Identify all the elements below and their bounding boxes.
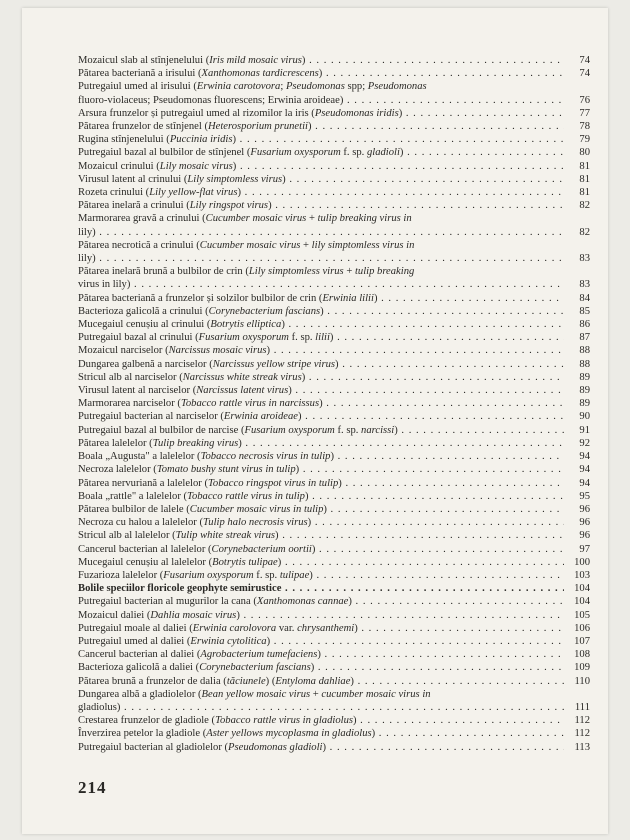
toc-entry bbox=[78, 186, 590, 199]
toc-page-ref: 78 bbox=[579, 121, 590, 133]
toc-page-ref: 81 bbox=[579, 160, 590, 172]
toc-page-ref: 91 bbox=[579, 424, 590, 436]
toc-entry bbox=[78, 80, 590, 106]
toc-entry bbox=[78, 331, 590, 344]
toc-entry bbox=[78, 569, 590, 582]
toc-entry-title: Mozaicul narciselor (Narcissus mosaic virus) . . . bbox=[78, 344, 564, 357]
toc-entry-title: Dungarea galbenă a narciselor (Narcissus yellow stripe virus) . . . bbox=[78, 358, 564, 371]
toc-page-ref: 74 bbox=[579, 68, 590, 80]
toc-entry-title: Fuzarioza lalelelor (Fusarium oxysporum f. sp. tulipae) . . . bbox=[78, 569, 564, 582]
toc-page-ref: 108 bbox=[574, 649, 590, 661]
toc-entry bbox=[78, 305, 590, 318]
toc-entry-title: Necroza cu halou a lalelelor (Tulip halo necrosis virus) . . . bbox=[78, 516, 564, 529]
toc-entry-title: Pătarea lalelelor (Tulip breaking virus) . . . bbox=[78, 437, 564, 450]
toc-page-ref: 80 bbox=[579, 147, 590, 159]
toc-entry bbox=[78, 675, 590, 688]
toc-page-ref: 88 bbox=[579, 358, 590, 370]
toc-entry-title: Virusul latent al crinului (Lily simptomless virus) . . . bbox=[78, 173, 564, 186]
toc-entry bbox=[78, 582, 590, 595]
toc-page-ref: 107 bbox=[574, 635, 590, 647]
toc-entry bbox=[78, 199, 590, 212]
toc-page-ref: 113 bbox=[574, 741, 590, 753]
toc-page-ref: 90 bbox=[579, 411, 590, 423]
section-heading: Bolile speciilor floricole geophyte semirustice . . . bbox=[78, 582, 564, 595]
toc-page-ref: 92 bbox=[579, 437, 590, 449]
toc-entry-title: Putregaiul bacterian al narciselor (Erwinia aroideae) . . . bbox=[78, 410, 564, 423]
toc-entry-title: Mucegaiul cenușiu al lalelelor (Botrytis tulipae) . . . bbox=[78, 556, 564, 569]
toc-entry-title: Putregaiul umed al daliei (Erwinia cytolitica) . . . bbox=[78, 635, 564, 648]
toc-entry-title: Marmorarea gravă a crinului (Cucumber mosaic virus + tulip breaking virus in bbox=[78, 213, 412, 225]
toc-page-ref: 94 bbox=[579, 477, 590, 489]
toc-entry-title: Pătarea nervuriană a lalelelor (Tobacco ringspot virus in tulip) . . . bbox=[78, 477, 564, 490]
toc-entry-title: Mozaicul slab al stînjenelului (Iris mild mosaic virus) . . . bbox=[78, 54, 564, 67]
toc-entry bbox=[78, 397, 590, 410]
toc-entry bbox=[78, 635, 590, 648]
toc-page-ref: 77 bbox=[579, 107, 590, 119]
toc-entry bbox=[78, 516, 590, 529]
toc-page-ref: 109 bbox=[574, 662, 590, 674]
toc-entry bbox=[78, 477, 590, 490]
toc-entry-title: Stricul alb al narciselor (Narcissus white streak virus) . . . bbox=[78, 371, 564, 384]
toc-entry-title: Virusul latent al narciselor (Narcissus latent virus) . . . bbox=[78, 384, 564, 397]
toc-entry-title: Stricul alb al lalelelor (Tulip white streak virus) . . . bbox=[78, 529, 564, 542]
toc-entry bbox=[78, 648, 590, 661]
toc-entry bbox=[78, 146, 590, 159]
toc-entry-title: Rozeta crinului (Lily yellow-flat virus) . . . bbox=[78, 186, 564, 199]
toc-entry-title: Cancerul bacterian al lalelelor (Corynebacterium oortii) . . . bbox=[78, 543, 564, 556]
toc-entry bbox=[78, 463, 590, 476]
toc-entry bbox=[78, 371, 590, 384]
toc-entry bbox=[78, 437, 590, 450]
toc-entry bbox=[78, 54, 590, 67]
toc-entry-title: Necroza lalelelor (Tomato bushy stunt virus in tulip) . . . bbox=[78, 463, 564, 476]
toc-page-ref: 74 bbox=[579, 55, 590, 66]
toc-entry-title: Putregaiul bazal al bulbilor de stînjenel (Fusarium oxysporum f. sp. gladioli) . . . bbox=[78, 146, 564, 159]
toc-entry-title: Pătarea bacteriană a irisului (Xanthomonas tardicrescens) . . . bbox=[78, 67, 564, 80]
toc-page-ref: 106 bbox=[574, 622, 590, 634]
toc-entry bbox=[78, 741, 590, 754]
toc-entry-continuation: lily) . . . bbox=[78, 252, 564, 265]
toc-entry bbox=[78, 727, 590, 740]
toc-page-ref: 82 bbox=[579, 200, 590, 212]
toc-entry bbox=[78, 424, 590, 437]
toc-entry-title: Pătarea inelară brună a bulbilor de crin (Lily simptomless virus + tulip breaking bbox=[78, 266, 415, 278]
toc-entry bbox=[78, 212, 590, 238]
toc-page-ref: 104 bbox=[574, 583, 590, 595]
toc-entry-continuation: gladiolus) . . . bbox=[78, 701, 564, 714]
toc-entry-title: Pătarea bulbilor de lalele (Cucumber mosaic virus in tulip) . . . bbox=[78, 503, 564, 516]
toc-page-ref: 76 bbox=[579, 94, 590, 106]
toc-page-ref: 94 bbox=[579, 464, 590, 476]
toc-entry-title: Bacterioza galicolă a daliei (Corynebacterium fascians) . . . bbox=[78, 661, 564, 674]
toc-entry bbox=[78, 503, 590, 516]
toc-page-ref: 79 bbox=[579, 134, 590, 146]
toc-entry-title: Cancerul bacterian al daliei (Agrobacterium tumefaciens) . . . bbox=[78, 648, 564, 661]
toc-page-ref: 111 bbox=[574, 701, 590, 713]
toc-entry-title: Pătarea brună a frunzelor de dalia (tăciunele) (Entyloma dahliae) . . . bbox=[78, 675, 564, 688]
toc-entry-title: Arsura frunzelor și putregaiul umed al rizomilor la iris (Pseudomonas iridis) . . . bbox=[78, 107, 564, 120]
toc-entry bbox=[78, 133, 590, 146]
toc-entry-title: Pătarea frunzelor de stînjenel (Heterosporium prunetii) . . . bbox=[78, 120, 564, 133]
toc-entry-title: Putregaiul bacterian al mugurilor la cana (Xanthomonas cannae) . . . bbox=[78, 595, 564, 608]
toc-entry-continuation: virus in lily) . . . bbox=[78, 278, 564, 291]
toc-entry bbox=[78, 661, 590, 674]
toc-entry-title: Boala „rattle" a lalelelor (Tobacco rattle virus in tulip) . . . bbox=[78, 490, 564, 503]
table-of-contents bbox=[78, 54, 590, 754]
toc-entry-title: Boala „Augusta" a lalelelor (Tobacco necrosis virus in tulip) . . . bbox=[78, 450, 564, 463]
toc-entry-title: Mozaicul daliei (Dahlia mosaic virus) . . . bbox=[78, 609, 564, 622]
toc-page-ref: 95 bbox=[579, 490, 590, 502]
toc-page-ref: 83 bbox=[579, 253, 590, 265]
toc-page-ref: 96 bbox=[579, 517, 590, 529]
toc-page-ref: 86 bbox=[579, 319, 590, 331]
toc-page-ref: 85 bbox=[579, 305, 590, 317]
toc-page-ref: 89 bbox=[579, 385, 590, 397]
toc-page-ref: 96 bbox=[579, 530, 590, 542]
toc-entry bbox=[78, 609, 590, 622]
toc-page-ref: 97 bbox=[579, 543, 590, 555]
toc-entry bbox=[78, 688, 590, 714]
toc-page-ref: 83 bbox=[579, 279, 590, 291]
toc-entry bbox=[78, 107, 590, 120]
toc-entry-title: Înverzirea petelor la gladiole (Aster yellows mycoplasma in gladiolus) . . . bbox=[78, 727, 564, 740]
toc-page-ref: 112 bbox=[574, 728, 590, 740]
toc-entry bbox=[78, 239, 590, 265]
toc-entry-continuation: fluoro-violaceus; Pseudomonas fluorescens; Erwinia aroideae) . . . bbox=[78, 94, 564, 107]
toc-entry-title: Bacterioza galicolă a crinului (Corynebacterium fascians) . . . bbox=[78, 305, 564, 318]
toc-page-ref: 89 bbox=[579, 371, 590, 383]
toc-entry-title: Dungarea albă a gladiolelor (Bean yellow mosaic virus + cucumber mosaic virus in bbox=[78, 688, 431, 700]
toc-page-ref: 103 bbox=[574, 569, 590, 581]
toc-entry-title: Putregaiul bazal al bulbilor de narcise (Fusarium oxysporum f. sp. narcissi) . . . bbox=[78, 424, 564, 437]
toc-entry bbox=[78, 556, 590, 569]
toc-entry bbox=[78, 358, 590, 371]
toc-entry-continuation: lily) . . . bbox=[78, 226, 564, 239]
toc-entry-title: Mucegaiul cenușiu al crinului (Botrytis elliptica) . . . bbox=[78, 318, 564, 331]
toc-entry bbox=[78, 450, 590, 463]
toc-page-ref: 87 bbox=[579, 332, 590, 344]
toc-entry bbox=[78, 490, 590, 503]
toc-entry bbox=[78, 714, 590, 727]
toc-page-ref: 81 bbox=[579, 173, 590, 185]
toc-page-ref: 84 bbox=[579, 292, 590, 304]
toc-page-ref: 105 bbox=[574, 609, 590, 621]
toc-page-ref: 88 bbox=[579, 345, 590, 357]
toc-page-ref: 82 bbox=[579, 226, 590, 238]
toc-page-ref: 96 bbox=[579, 503, 590, 515]
toc-entry bbox=[78, 67, 590, 80]
toc-entry bbox=[78, 160, 590, 173]
toc-entry bbox=[78, 265, 590, 291]
toc-page-ref: 100 bbox=[574, 556, 590, 568]
page-number: 214 bbox=[78, 778, 107, 797]
toc-entry-title: Putregaiul bacterian al gladiolelor (Pseudomonas gladioli) . . . bbox=[78, 741, 564, 754]
toc-entry-title: Mozaicul crinului (Lily mosaic virus) . . . bbox=[78, 160, 564, 173]
book-page bbox=[22, 8, 608, 834]
toc-page-ref: 110 bbox=[574, 675, 590, 687]
toc-page-ref: 81 bbox=[579, 187, 590, 199]
toc-entry bbox=[78, 595, 590, 608]
toc-entry-title: Putregaiul bazal al crinului (Fusarium oxysporum f. sp. lilii) . . . bbox=[78, 331, 564, 344]
toc-page-ref: 112 bbox=[574, 715, 590, 727]
toc-page-ref: 89 bbox=[579, 398, 590, 410]
toc-entry bbox=[78, 173, 590, 186]
toc-entry-title: Putregaiul moale al daliei (Erwinia carolovora var. chrysanthemi) . . . bbox=[78, 622, 564, 635]
toc-entry-title: Pătarea necrotică a crinului (Cucumber mosaic virus + lily simptomless virus in bbox=[78, 239, 415, 251]
toc-entry bbox=[78, 529, 590, 542]
toc-entry bbox=[78, 622, 590, 635]
toc-entry bbox=[78, 410, 590, 423]
toc-entry bbox=[78, 318, 590, 331]
toc-page-ref: 104 bbox=[574, 596, 590, 608]
toc-entry bbox=[78, 292, 590, 305]
toc-entry bbox=[78, 384, 590, 397]
toc-entry-title: Rugina stînjenelului (Puccinia iridis) . . . bbox=[78, 133, 564, 146]
toc-entry-title: Putregaiul umed al irisului (Erwinia carotovora; Pseudomonas spp; Pseudomonas bbox=[78, 81, 427, 93]
toc-entry bbox=[78, 120, 590, 133]
toc-page-ref: 94 bbox=[579, 451, 590, 463]
toc-entry bbox=[78, 543, 590, 556]
toc-entry-title: Crestarea frunzelor de gladiole (Tobacco rattle virus in gladiolus) . . . bbox=[78, 714, 564, 727]
toc-entry-title: Pătarea bacteriană a frunzelor și solzilor bulbilor de crin (Erwinia lilii) . . . bbox=[78, 292, 564, 305]
toc-entry-title: Pătarea inelară a crinului (Lily ringspot virus) . . . bbox=[78, 199, 564, 212]
toc-entry bbox=[78, 344, 590, 357]
toc-entry-title: Marmorarea narciselor (Tobacco rattle virus in narcissus) . . . bbox=[78, 397, 564, 410]
